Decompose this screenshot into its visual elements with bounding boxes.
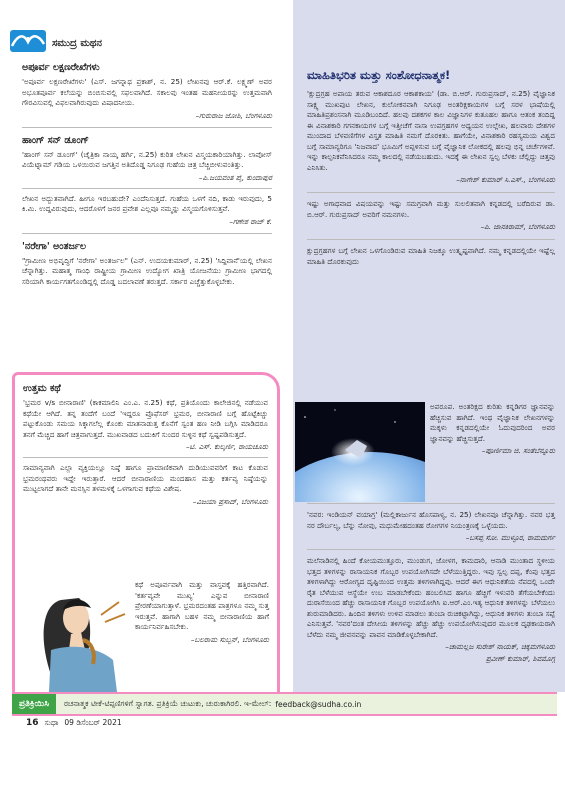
issue-date: 09 ಡಿಸೆಂಬರ್ 2021: [64, 718, 122, 727]
logo: [10, 30, 46, 52]
divider: [307, 503, 555, 504]
letter-body: 'ಅಪೂರ್ವ ಲಕ್ಷಣರೇಖೆಗಳು' (ಎಸ್. ಜಗನ್ನಾಥ ಪ್ರಕಾಶ್, ನ. 25) ಲೇಖನವು ಆರ್.ಕೆ. ಲಕ್ಷ್ಮಣ್ ಅವರ ಅಭೂತಪೂರ್ವ ಕಲೆಯನ್ನು ಬಿಂಬಿಸುವಲ್ಲಿ ಸಫಲವಾಗಿದೆ. ಸಕಾಲವು ಇಂತಹ ಮಹನೀಯರನ್ನು ಉತ್ತಮವಾಗಿ ಗೌರವಿಸುವಲ್ಲಿ ವಿಫಲವಾಗಿರುವುದು ವಿಷಾದನೀಯ.: [22, 77, 272, 107]
divider: [307, 239, 555, 240]
letter-body: 'ಹಾಂಗ್ ಸನ್ ಡೂಂಗ್' (ಚೈತ್ರಿಕಾ ನಾಯ್ಕ ಹರ್ಗಿ, ನ.25) ಕುರಿತ ಲೇಖನ ವಿಸ್ಮಯಕಾರಿಯಾಗಿತ್ತು. ಲಾವೋಸ್ ವಿಯೆಟ್ನಾಮ್ ಗಡಿಯ ಒಳಯಿರುವ ಜಗತ್ತಿನ ಅತಿದೊಡ್ಡ ನಿಗೂಢ ಗುಹೆಯ ಚಿತ್ರ ಬೆಚ್ಚಿಬೀಳುವಂತಿತ್ತು.: [22, 149, 272, 169]
right-letter-5: ಮಲೆನಾಡಿನಲ್ಲಿ ಹಿಂದೆ ಕೋಯಮುತ್ತೂರು, ಮುಂಡುಗ, ಜೋಳಗ, ಕಾಮದಾರಿ, ಆನಾಡಿ ಮುಂತಾದ ಸ್ಥಳೀಯ ಭತ್ತದ ತಳಿಗಳನ್ನು ರಾಸಾಯನಿಕ ಗೊಬ್ಬರ ಉಪಯೋಗಿಸದೇ ಬೆಳೆಯುತ್ತಿದ್ದರು. ಇವು ಸ್ವಲ್ಪ ದಪ್ಪ, ಕೆಂಪು ಭತ್ತದ ತಳಿಗಳಾಗಿದ್ದು ಆರೋಗ್ಯದ ದೃಷ್ಟಿಯಿಂದ ಉತ್ತಮ ತಳಿಗಳಾಗಿದ್ದವು. ಆದರೆ ಈಗ ಆಧುನಿಕತೆಯ ನೆಪದಲ್ಲಿ ಒಂದೇ ರೈತ ಬೆಳೆಯುವ ಆಸ್ಥೆಯೇ ಉಬ ಮಾಡಬೇಕೆಂದು ಹಂಬಲಿಸಿದ ಹಾಗೂ ಹೆಚ್ಚಿಗೆ ಇಳುವರಿ ತೆಗೆಯಬೇಕೆಂದು ದುರಾಸೆಯಿಂದ ಹೆಚ್ಚು ರಾಸಾಯನಿಕ ಗೊಬ್ಬರ ಉಪಯೋಗಿಸಿ ಐ.ಆರ್.ಎಂ.ಇತ್ಯ ಆಧುನಿಕ ತಳಿಗಳನ್ನು ಬೆಳೆಯಲು ಶುರುಮಾಡಿದರು. ಹಿಂದಿನ ತಳಿಗಳು ಉಳಿವ ಮಾಡಲು ತುಂಬಾ ರುಚಿಕಟ್ಟಾಗಿದ್ದು, ಆಧುನಿಕ ತಳಿಗಳು ತುಂಬಾ ಸಪ್ಪೆ ಎನಿಸುತ್ತವೆ. 'ನವರ'ದಂತ ದೇಸೀಯ ತಳಿಗಳನ್ನು ಹೆಚ್ಚು ಹೆಚ್ಚು ಉಪಯೋಗಿಸುವುದರ ಮೂಲಕ ದೃಢಕಾಯರಾಗಿ ಬೆಳೆದು ನಮ್ಮ ಜೀವನವನ್ನು ಪಾವನ ಮಾಡಿಕೊಳ್ಳಬೇಕಾಗಿದೆ.: [307, 556, 555, 639]
section-heading: ಹಾಂಗ್ ಸನ್ ಡೂಂಗ್: [22, 134, 89, 146]
section-heading: ಅಪೂರ್ವ ಲಕ್ಷಣರೇಖೆಗಳು: [22, 62, 100, 73]
letter-signature: –ಬಲರಾಮ ಸುಬ್ಬನ್, ಬೆಂಗಳೂರು: [190, 634, 269, 644]
divider: [23, 457, 268, 458]
section-title: ಸಮುದ್ರ ಮಥನ: [52, 38, 102, 49]
divider: [307, 192, 555, 193]
right-signature-3: –ಪೂರ್ಣಿಮಾ ಜಿ. ಸಂತೆಬೆನ್ನೂರು: [481, 446, 555, 455]
right-column: [293, 0, 565, 692]
section-heading: ಉತ್ತಮ ಕಥೆ: [23, 383, 61, 394]
right-signature-1: –ನಾಗೇಶ್ ಕುಮಾರ್ ಸಿ.ಎಸ್., ಬೆಂಗಳೂರು: [456, 175, 555, 184]
right-letter-4: 'ನವರ: ಇಂಡಿಯನ್ ವಯಾಗ್ರ' (ಮಲ್ಲಿಕಾರ್ಜುನ ಹೊಸಪಾಳ್ಯ, ನ. 25) ಲೇಖನವೂ ಚೆನ್ನಾಗಿತ್ತು. ನವರ ಭತ್ತ ನರ ದೌರ್ಬಲ್ಯ, ಬೆನ್ನು ನೋವು, ಮಧುಮೇಹದಂತಹ ರೋಗಗಳ ನಿಯಂತ್ರಣಕ್ಕೆ ಒಳ್ಳೆಯದು.: [307, 510, 555, 530]
divider: [307, 549, 555, 550]
letter-body: ಕಥೆ ಅಪೂರ್ವವಾಗಿ ಮತ್ತು ವಾಸ್ತವಕ್ಕೆ ಹತ್ತಿರವಾಗಿದೆ. 'ಕರ್ತವ್ಯವೇ ಮುಖ್ಯ' ಎನ್ನುವ ಬೀನಾರಾಣಿ ಪ್ರೇರಣೆಯಾಗುತ್ತಾಳೆ. ಭ್ರಮರದಂತಹ ಪಾತ್ರಗಳೂ ನಮ್ಮ ಸುತ್ತ ಇರುತ್ತವೆ. ಹಾಗಾಗಿ ಬಹಳ ನಮ್ಮ ಬೀನಾರಾಣಿಯ ಹಾಗೆ ಕಾರ್ಯನಿರ್ವಹಿಸಬೇಕು.: [135, 580, 269, 631]
letter-signature: –ಪಿ.ಜಯವಂತ ಪೈ, ಕುಂದಾಪುರ: [198, 172, 272, 182]
footer: [26, 718, 122, 728]
asteroid-image: [295, 402, 425, 502]
divider: [22, 127, 272, 128]
letter-signature: –ಗಣೇಶ ರಾಜ್ ಕೆ.: [229, 216, 272, 226]
divider: [22, 233, 272, 234]
right-signature-5a: –ಚಾಮಲ್ಲಜ ಸುರೇಶ್ ನಾಯಕ್, ಚಿಕ್ಕಮಗಳೂರು: [445, 642, 555, 651]
feedback-bar: [12, 692, 557, 716]
letter-body: ಸಾಮಾನ್ಯವಾಗಿ ಎಲ್ಲಾ ವ್ಯಕ್ತಿಯಲ್ಲೂ ನಿಷ್ಠೆ ಹಾಗೂ ಪ್ರಾಮಾಣಿಕವಾಗಿ ದುಡಿಯುವವರಿಗೆ ಕಾಟ ಕೊಡುವ ಭ್ರಮರಂಥವರು ಇದ್ದೇ ಇರುತ್ತಾರೆ. ಆದರೆ ಬೀನಾರಾಣಿಯ ಮಂದಹಾಸ ಮತ್ತು ಕರ್ತವ್ಯ ನಿಷ್ಠೆಯನ್ನು ಮುಟ್ಟಲಾಗದೆ ತಾನೇ ಮನಸ್ಸಿನ ತಳಮಳಕ್ಕೆ ಒಳಗಾಗುವ ಕಥೆಯ ವಿಶೇಷ.: [23, 463, 268, 493]
left-column: [22, 62, 272, 287]
letter-signature: –ಟಿ. ಎಸ್. ಕುಲ್ಕರ್ಣಿ, ರಾಯಚೂರು: [185, 442, 268, 451]
page-number: 16: [26, 718, 39, 728]
feedback-label: ಪ್ರತಿಕ್ರಿಯಿಸಿ: [12, 694, 56, 714]
feedback-email[interactable]: feedback@sudha.co.in: [275, 699, 362, 709]
header: [0, 0, 292, 58]
right-signature-2: –ಪಿ. ಜಾನಕಿರಾಮ್, ಬೆಂಗಳೂರು: [480, 222, 555, 231]
magazine-name: ಸುಧಾ: [44, 718, 59, 727]
letter-body: ಲೇಖನ ಅದ್ಭುತವಾಗಿದೆ. ಹೀಗೂ ಇರಬಹುದೇ? ಎಂದೆನಿಸುತ್ತದೆ. ಗುಹೆಯ ಒಳಗೆ ನದಿ, ಕಾಡು ಇರುವುದು, 5 ಕಿ.ಮಿ. ಉದ್ದವಿರುವುದು, ಆದರೊಳಗೆ ಜನರ ಪ್ರವೇಶ ಎಲ್ಲವೂ ನಮ್ಮನ್ನು ವಿಸ್ಮಯಗೊಳಿಸುತ್ತವೆ.: [22, 193, 272, 213]
letter-signature: –ವಿಜಯಾ ಪ್ರಸಾದ್, ಬೆಂಗಳೂರು: [192, 496, 268, 506]
right-letter-3b: ಅಪರೂಪ. ಅಂತರಿಕ್ಷದ ಕುರಿತು ಕನ್ನಡಿಗರ ಜ್ಞಾನವನ್ನು ಹೆಚ್ಚಿಸುವ ಹಾಗಿದೆ. ಇಂಥ ವೈಜ್ಞಾನಿಕ ಲೇಖನಗಳನ್ನು ಮಕ್ಕಳು ಕನ್ನಡದಲ್ಲಿಯೇ ಓದುವುದರಿಂದ ಅವರ ಜ್ಞಾನವನ್ನು ಹೆಚ್ಚಿಸುತ್ತದೆ.: [430, 402, 555, 443]
right-letter-3a: ಕ್ಷುದ್ರಗ್ರಹಗಳ ಬಗ್ಗೆ ಲೇಖನ ಒಳಗೊಂಡಿರುವ ಮಾಹಿತಿ ನಿಜಕ್ಕೂ ಉತ್ಕೃಷ್ಟವಾಗಿದೆ. ನಮ್ಮ ಕನ್ನಡದಲ್ಲಿಯೇ ಇಷ್ಟೆಲ್ಲ ಮಾಹಿತಿ ದೊರಕುವುದು: [307, 246, 555, 266]
right-letter-2: ಇಷ್ಟು ಅಗಾಧವಾದ ವಿಷಯವನ್ನು ಇಷ್ಟು ಸಮಗ್ರವಾಗಿ ಮತ್ತು ಸುಲಲಿತವಾಗಿ ಕನ್ನಡದಲ್ಲಿ ಬರೆದಿರುವ ಡಾ. ಬಿ.ಆರ್. ಗುರುಪ್ರಸಾದ್ ಅವರಿಗೆ ನಮನಗಳು.: [307, 199, 555, 219]
feedback-text: ರಚನಾತ್ಮಕ ಟೀಕೆ-ಟಿಪ್ಪಣಿಗಳಿಗೆ ಸ್ವಾಗತ. ಪ್ರತಿಕ್ರಿಯೆ ಚುಟುಕು, ಚುರುಕಾಗಿರಲಿ. ಇ-ಮೇಲ್:: [63, 699, 272, 708]
right-letter-1: 'ಕ್ಷುದ್ರಗ್ರಹ ಅಪಾಯ ತರುವ ಆಕಾಶದೂರ ಆಕಾಶಕಾಯ' (ಡಾ. ಬಿ.ಆರ್. ಗುರುಪ್ರಸಾದ್, ನ.25) ವೈಜ್ಞಾನಿಕ ಸಾಕ್ಷ್ಯ ಮುಖಪುಟ ಲೇಖನ, ಕುಲೋಕನವಾಗಿ ನಿಗೂಢ ಅಂತರಿಕ್ಷಕಾಯಗಳ ಬಗ್ಗೆ ಸರಳ ಭಾಷೆಯಲ್ಲಿ ಮಾಹಿತಿಪ್ರಶಂಸನಾಗಿ ಮೂಡಿಬಂದಿದೆ. ಹಲವು ದಶಕಗಳ ಕಾಲ ವಿಜ್ಞಾನಿಗಳ ಕುತೂಹಲ ಹಾಗೂ ಆತಂಕ ತಂದಿದ್ದ ಈ ವಿನಾಶಕಾರಿ ಗಗನಕಾಯಗಳ ಬಗ್ಗೆ ಇತ್ತೀಚೆಗೆ ನಾಸಾ ಉಪಗ್ರಹಗಳ ಅಧ್ಯಯನ ಉಲ್ಲೇಖ, ಹಲವಾರು ದೇಶಗಳ ಮುಂದಾದ ಬೆಳವಣಿಗೆಗಳ ವಿಸ್ತೃತ ಮಾಹಿತಿ ನಮಗೆ ದೊರಕಿತು. ಹಾಗೆಯೇ, ವಿನಾಶಕಾರಿ ರಹಸ್ಯಮಯ ವಿಶ್ವದ ಬಗ್ಗೆ ಸಾಮಾನ್ಯರಿಗೂ 'ನಿಜವಾದ' ಭೂಮಿಗೆ ಅಪ್ಪಳಿಸುವ ಬಗ್ಗೆ ವೈಜ್ಞಾನಿಕ ಲೋಕದಲ್ಲಿ ಹಲವು ಭಿನ್ನ ಚರ್ಚೆಗಳಿವೆ. ಇನ್ನು ಕಾಲ್ಪನಿಕವೆನಿಸಿದರೂ ನಮ್ಮ ಕಾಲದಲ್ಲಿ ನಡೆಯಬಹುದು. ಇದಕ್ಕೆ ಈ ಲೇಖನ ಸ್ವಲ್ಪ ಬೆಳಕು ಚೆಲ್ಲಿದ್ದು ಚಿತ್ತವು ಎನಿಸಿತು.: [307, 89, 555, 172]
letter-body: 'ಭ್ರಮರ v/s ಬೀನಾರಾಣಿ' (ಕಾಕಮಾಲಿನಿ ಎಂ.ಎ. ನ.25) ಕಥೆ, ಪ್ರತಿಯೊಂದು ಕಾಲೇಜಿನಲ್ಲಿ ನಡೆಯುವ ಕಥೆಯೇ ಆಗಿದೆ. ತನ್ನ ತಂದೆಗೆ ಬಂದೆ 'ಇದ್ದರೂ ಪ್ರೊಫೆಸರ್ ಭ್ರಮರ, ಬೀನಾರಾಣಿ ಬಗ್ಗೆ ಹೊಟ್ಟೆಕಿಚ್ಚು ಪಟ್ಟುಕೊಂಡು ಸಮಯ ಸಿಕ್ಕಾಗಲೆಲ್ಲ ಕೊಂಕು ಮಾತನಾಡುತ್ತ ಕೊನೆಗೆ ಸ್ವಂತ ಹಣ ನೀಡಿ ಬಗ್ಗಿಸಿ ಮಾಡಿದರೂ ತನಗೆ ಮೆಚ್ಚಿದ ಹಾಗೆ ಚಿತ್ರವಾಗುತ್ತದೆ. ಮುಖವಾಡದ ಬದುಕಿಗೆ ಸುಂದರ ಸುಳ್ಳಿನ ಕಥೆ ಸ್ವಷ್ಟಪಡಿಸುತ್ತದೆ.: [23, 398, 268, 439]
right-signature-5b: ಪ್ರವೀಣ್ ಕುಮಾರ್, ಶಿವಮೊಗ್ಗ: [485, 654, 555, 663]
letter-signature: –ಗುರುರಾಜ ಜೋಶಿ, ಬೆಂಗಳೂರು: [195, 110, 272, 120]
letter-body: "ಗ್ರಾಮೀಣ ಅಭಿವೃದ್ಧಿಗೆ 'ನರೇಗಾ' ಅಂತರ್ಜಲ" (ಎನ್. ಉದಯಕುಮಾರ್, ನ.25) 'ಸಿದ್ದಿವಾನೆ'ಯಲ್ಲಿ ಲೇಖನ ಚೆನ್ನಾಗಿತ್ತು. ಮಹಾತ್ಮ ಗಾಂಧಿ ರಾಷ್ಟ್ರೀಯ ಗ್ರಾಮೀಣ ಉದ್ಯೋಗ ಖಾತ್ರಿ ಯೋಜನೆಯು ಗ್ರಾಮೀಣ ಭಾಗದಲ್ಲಿ ಸರಿಯಾಗಿ ಕಾರ್ಯಗತಗೊಂಡಿದ್ದಲ್ಲಿ ದೊಡ್ಡ ಬದಲಾವಣೆ ತರುತ್ತದೆ. ಸರ್ಕಾರ ಎಚ್ಚೆತ್ತುಕೊಳ್ಳಬೇಕು.: [22, 255, 272, 286]
section-heading: 'ನರೇಗಾ' ಅಂತರ್ಜಲ: [22, 240, 87, 252]
right-title: ಮಾಹಿತಿಭರಿತ ಮತ್ತು ಸಂಶೋಧನಾತ್ಮಕ!: [307, 68, 451, 82]
right-signature-4: –ಬಸಪ್ಪ ಸೋ. ಮುಳ್ಳೂರ, ರಾಮದುರ್ಗ: [465, 533, 555, 542]
woman-illustration: [21, 580, 133, 692]
divider: [22, 188, 272, 189]
story-box: [12, 372, 280, 692]
wave-icon: [10, 30, 46, 52]
